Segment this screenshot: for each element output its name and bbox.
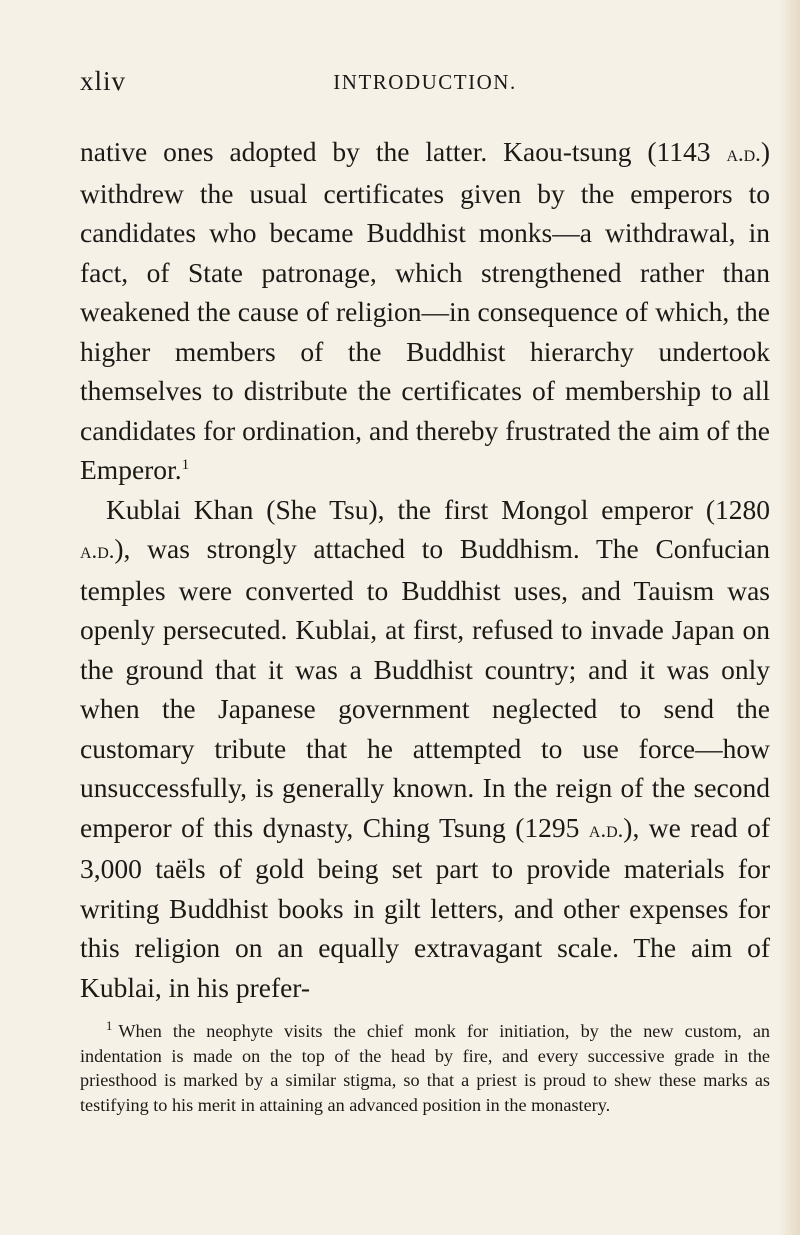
footnote-text: When the neophyte visits the chief monk for initiation, by the new custom, an indentation is made on the top of the head by fire, and every successive grade in the priesthood is marked by a similar stigma, so that a priest is proud to shew these marks as testifying to his merit in attaining an advanced position in the monastery. [80,1021,770,1115]
footnote-reference[interactable]: 1 [181,456,190,473]
paragraph-1 [80,132,770,490]
running-head [80,64,770,104]
era-abbrev: a.d. [726,141,761,166]
running-head-title: INTRODUCTION. [333,70,517,94]
footnote-mark: 1 [106,1018,113,1033]
p2-text-b: ), was strongly attached to Buddhism. The Confucian temples were converted to Buddhist uses, and Tauism was openly persecuted. Kublai, at first, refused to invade Japan on the ground that it was a Buddhist country; and it was only when the Japanese government neglected to send the customary tribute that he attempted to use force—how unsuccessfully, is generally known. In the reign of the second emperor of this dynasty, Ching Tsung (1295 [80,533,770,843]
era-abbrev: a.d. [588,816,624,842]
book-page [80,64,770,1117]
p2-text-a: Kublai Khan (She Tsu), the first Mongol emperor (1280 [106,493,770,525]
era-abbrev: a.d. [80,538,115,563]
p2-text-c: ), we read of 3,000 taëls of gold being set part to provide materials for writing Buddhist books in gilt letters, and other expenses for this religion on an equally extravagant scale. The aim of Kublai, in his prefer- [80,811,771,1003]
body-text [80,132,770,1007]
paragraph-2 [80,490,770,1008]
page-edge-shadow [778,0,800,1235]
footnote [80,1019,770,1117]
p1-text-b: ) withdrew the usual certificates given by the emperors to candidates who became Buddhist monks—a withdrawal, in fact, of State patronage, which strengthened rather than weakened the cause of religion—in consequence of which, the higher members of the Buddhist hierarchy undertook themselves to distribute the certificates of membership to all candidates for ordination, and thereby frustrated the aim of the Emperor. [80,136,770,485]
p1-text-a: native ones adopted by the latter. Kaou-tsung (1143 [80,136,727,167]
page-number: xliv [80,66,127,96]
